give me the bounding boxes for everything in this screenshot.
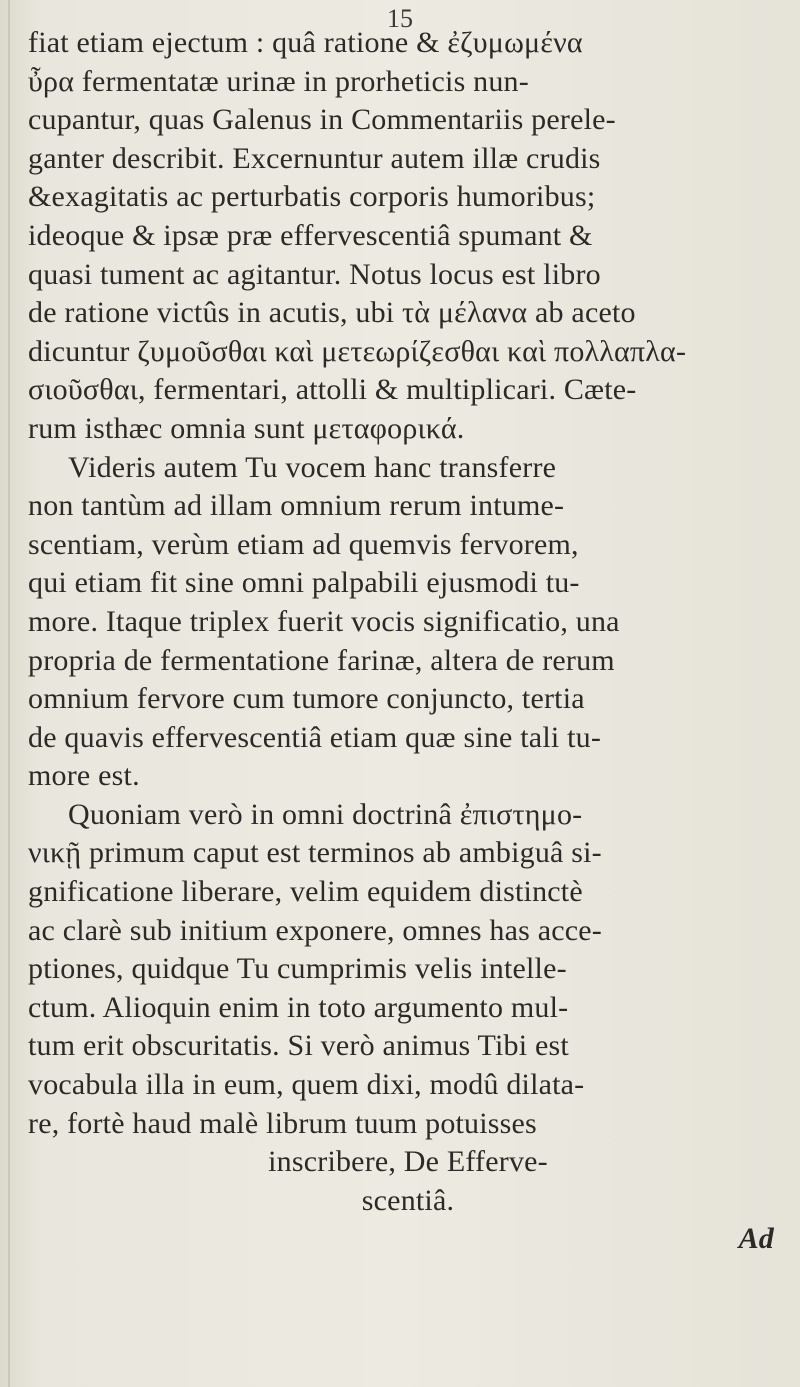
text-line: tum erit obscuritatis. Si verò animus Tibi est [28, 1029, 569, 1063]
text-line: more est. [28, 759, 140, 793]
text-line: Quoniam verò in omni doctrinâ ἐπιστημο- [68, 797, 583, 831]
text-line: propria de fermentatione farinæ, altera de rerum [28, 643, 615, 677]
page-number: 15 [387, 4, 413, 33]
text-line: cupantur, quas Galenus in Commentariis perele- [28, 103, 616, 137]
text-line: scentiam, verùm etiam ad quemvis fervorem, [28, 527, 579, 561]
text-line: qui etiam fit sine omni palpabili ejusmodi tu- [28, 566, 580, 600]
text-line: de quavis effervescentiâ etiam quæ sine tali tu- [28, 720, 602, 754]
text-line: ideoque & ipsæ præ effervescentiâ spumant & [28, 218, 593, 252]
text-line: σιοῦσθαι, fermentari, attolli & multiplicari. Cæte- [28, 373, 637, 407]
text-line: ctum. Alioquin enim in toto argumento mul- [28, 990, 569, 1024]
body-text [28, 24, 788, 1259]
page-gutter-shadow [8, 0, 10, 1387]
text-line: ganter describit. Excernuntur autem illæ crudis [28, 141, 601, 175]
text-line: dicuntur ζυμοῦσθαι καὶ μετεωρίζεσθαι καὶ πολλαπλα- [28, 334, 687, 368]
text-line: quasi tument ac agitantur. Notus locus est libro [28, 257, 601, 291]
catchword: Ad [738, 1222, 774, 1256]
text-line: re, fortè haud malè librum tuum potuisses [28, 1106, 537, 1140]
text-line: ὖρα fermentatæ urinæ in prorheticis nun- [28, 64, 529, 98]
text-line: ac clarè sub initium exponere, omnes has acce- [28, 913, 602, 947]
text-line: inscribere, De Efferve- [268, 1145, 548, 1179]
text-line: vocabula illa in eum, quem dixi, modû dilata- [28, 1068, 585, 1102]
text-line: νικῇ primum caput est terminos ab ambiguâ si- [28, 836, 602, 870]
text-line: omnium fervore cum tumore conjuncto, tertia [28, 682, 585, 716]
text-line: scentiâ. [361, 1183, 455, 1217]
text-line: rum isthæc omnia sunt μεταφορικά. [28, 411, 465, 445]
text-line: gnificatione liberare, velim equidem distinctè [28, 875, 583, 909]
text-line: &exagitatis ac perturbatis corporis humoribus; [28, 180, 596, 214]
text-line: more. Itaque triplex fuerit vocis significatio, una [28, 604, 620, 638]
text-line: ptiones, quidque Tu cumprimis velis intelle- [28, 952, 567, 986]
text-line: non tantùm ad illam omnium rerum intume- [28, 489, 565, 523]
text-line: Videris autem Tu vocem hanc transferre [68, 450, 557, 484]
text-line: de ratione victûs in acutis, ubi τὰ μέλανα ab aceto [28, 296, 636, 330]
text-line: fiat etiam ejectum : quâ ratione & ἐζυμωμένα [28, 26, 583, 59]
